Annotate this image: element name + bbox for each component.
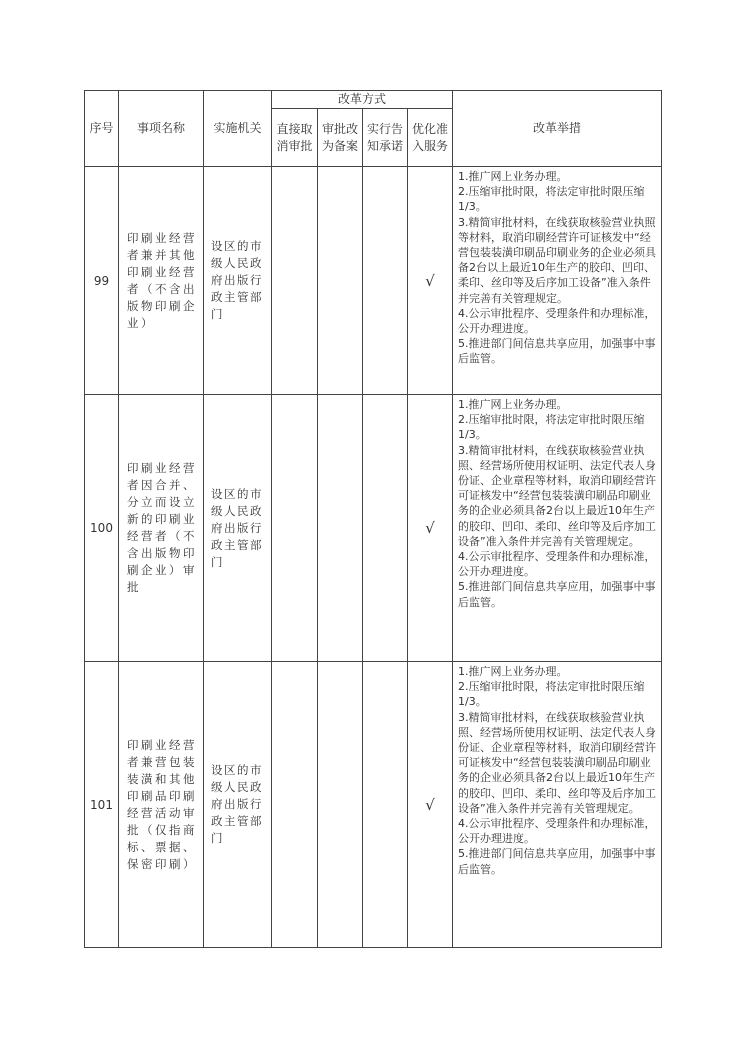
row-direct-cancel <box>272 167 318 395</box>
header-seq: 序号 <box>85 91 119 167</box>
measure-item: 4.公示审批程序、受理条件和办理标准，公开办理进度。 <box>458 306 656 336</box>
row-notify-commit <box>363 167 408 395</box>
row-to-filing <box>318 167 363 395</box>
measure-item: 1.推广网上业务办理。 <box>458 665 568 678</box>
row-item-name: 印刷业经营者兼并其他印刷业经营者（不含出版物印刷企业） <box>119 167 204 395</box>
header-agency: 实施机关 <box>204 91 272 167</box>
row-to-filing <box>318 662 363 948</box>
measure-item: 5.推进部门间信息共享应用，加强事中事后监管。 <box>458 847 656 876</box>
row-optimize-check: √ <box>408 662 453 948</box>
measure-item: 2.压缩审批时限，将法定审批时限压缩1/3。 <box>458 185 645 214</box>
row-notify-commit <box>363 395 408 662</box>
row-measures <box>453 662 662 948</box>
row-agency: 设区的市级人民政府出版行政主管部门 <box>204 395 272 662</box>
row-seq: 101 <box>85 662 119 948</box>
measure-item: 2.压缩审批时限，将法定审批时限压缩1/3。 <box>458 680 645 709</box>
measure-item: 5.推进部门间信息共享应用，加强事中事后监管。 <box>458 337 656 366</box>
measure-item: 4.公示审批程序、受理条件和办理标准，公开办理进度。 <box>458 550 656 579</box>
measure-item: 3.精简审批材料，在线获取核验营业执照等材料，取消印刷经营许可证核发中“经营包装装潢印刷品印刷业务的企业必须具备2台以上最近10年生产的胶印、凹印、柔印、丝印等及后序加工设备”准入条件并完善有关管理规定。 <box>458 215 657 305</box>
row-direct-cancel <box>272 662 318 948</box>
header-direct-cancel: 直接取消审批 <box>272 109 318 167</box>
table-row <box>85 167 662 395</box>
row-measures <box>453 167 662 395</box>
header-measures: 改革举措 <box>453 91 662 167</box>
measure-item: 3.精简审批材料，在线获取核验营业执照、经营场所使用权证明、法定代表人身份证、企业章程等材料，取消印刷经营许可证核发中“经营包装装潢印刷品印刷业务的企业必须具备2台以上最近10年生产的胶印、凹印、柔印、丝印等及后序加工设备”准入条件并完善有关管理规定。 <box>458 710 657 815</box>
row-measures <box>453 395 662 662</box>
row-to-filing <box>318 395 363 662</box>
table-row <box>85 395 662 662</box>
header-item-name: 事项名称 <box>119 91 204 167</box>
row-agency: 设区的市级人民政府出版行政主管部门 <box>204 662 272 948</box>
header-to-filing: 审批改为备案 <box>318 109 363 167</box>
row-direct-cancel <box>272 395 318 662</box>
measure-item: 1.推广网上业务办理。 <box>458 170 568 183</box>
header-reform-method: 改革方式 <box>272 91 453 109</box>
measure-item: 2.压缩审批时限，将法定审批时限压缩1/3。 <box>458 413 645 442</box>
row-optimize-check: √ <box>408 395 453 662</box>
row-seq: 100 <box>85 395 119 662</box>
table-row <box>85 662 662 948</box>
measure-item: 1.推广网上业务办理。 <box>458 398 568 411</box>
measure-item: 5.推进部门间信息共享应用，加强事中事后监管。 <box>458 580 656 609</box>
measure-item: 3.精简审批材料，在线获取核验营业执照、经营场所使用权证明、法定代表人身份证、企业章程等材料，取消印刷经营许可证核发中“经营包装装潢印刷品印刷业务的企业必须具备2台以上最近10年生产的胶印、凹印、柔印、丝印等及后序加工设备”准入条件并完善有关管理规定。 <box>458 443 657 548</box>
header-notify-commit: 实行告知承诺 <box>363 109 408 167</box>
measure-item: 4.公示审批程序、受理条件和办理标准，公开办理进度。 <box>458 817 656 846</box>
row-item-name: 印刷业经营者因合并、分立而设立新的印刷业经营者（不含出版物印刷企业）审批 <box>119 395 204 662</box>
row-item-name: 印刷业经营者兼营包装装潢和其他印刷品印刷经营活动审批（仅指商标、票据、保密印刷） <box>119 662 204 948</box>
row-agency: 设区的市级人民政府出版行政主管部门 <box>204 167 272 395</box>
row-optimize-check: √ <box>408 167 453 395</box>
reform-table <box>84 90 662 948</box>
row-seq: 99 <box>85 167 119 395</box>
header-optimize: 优化准入服务 <box>408 109 453 167</box>
row-notify-commit <box>363 662 408 948</box>
